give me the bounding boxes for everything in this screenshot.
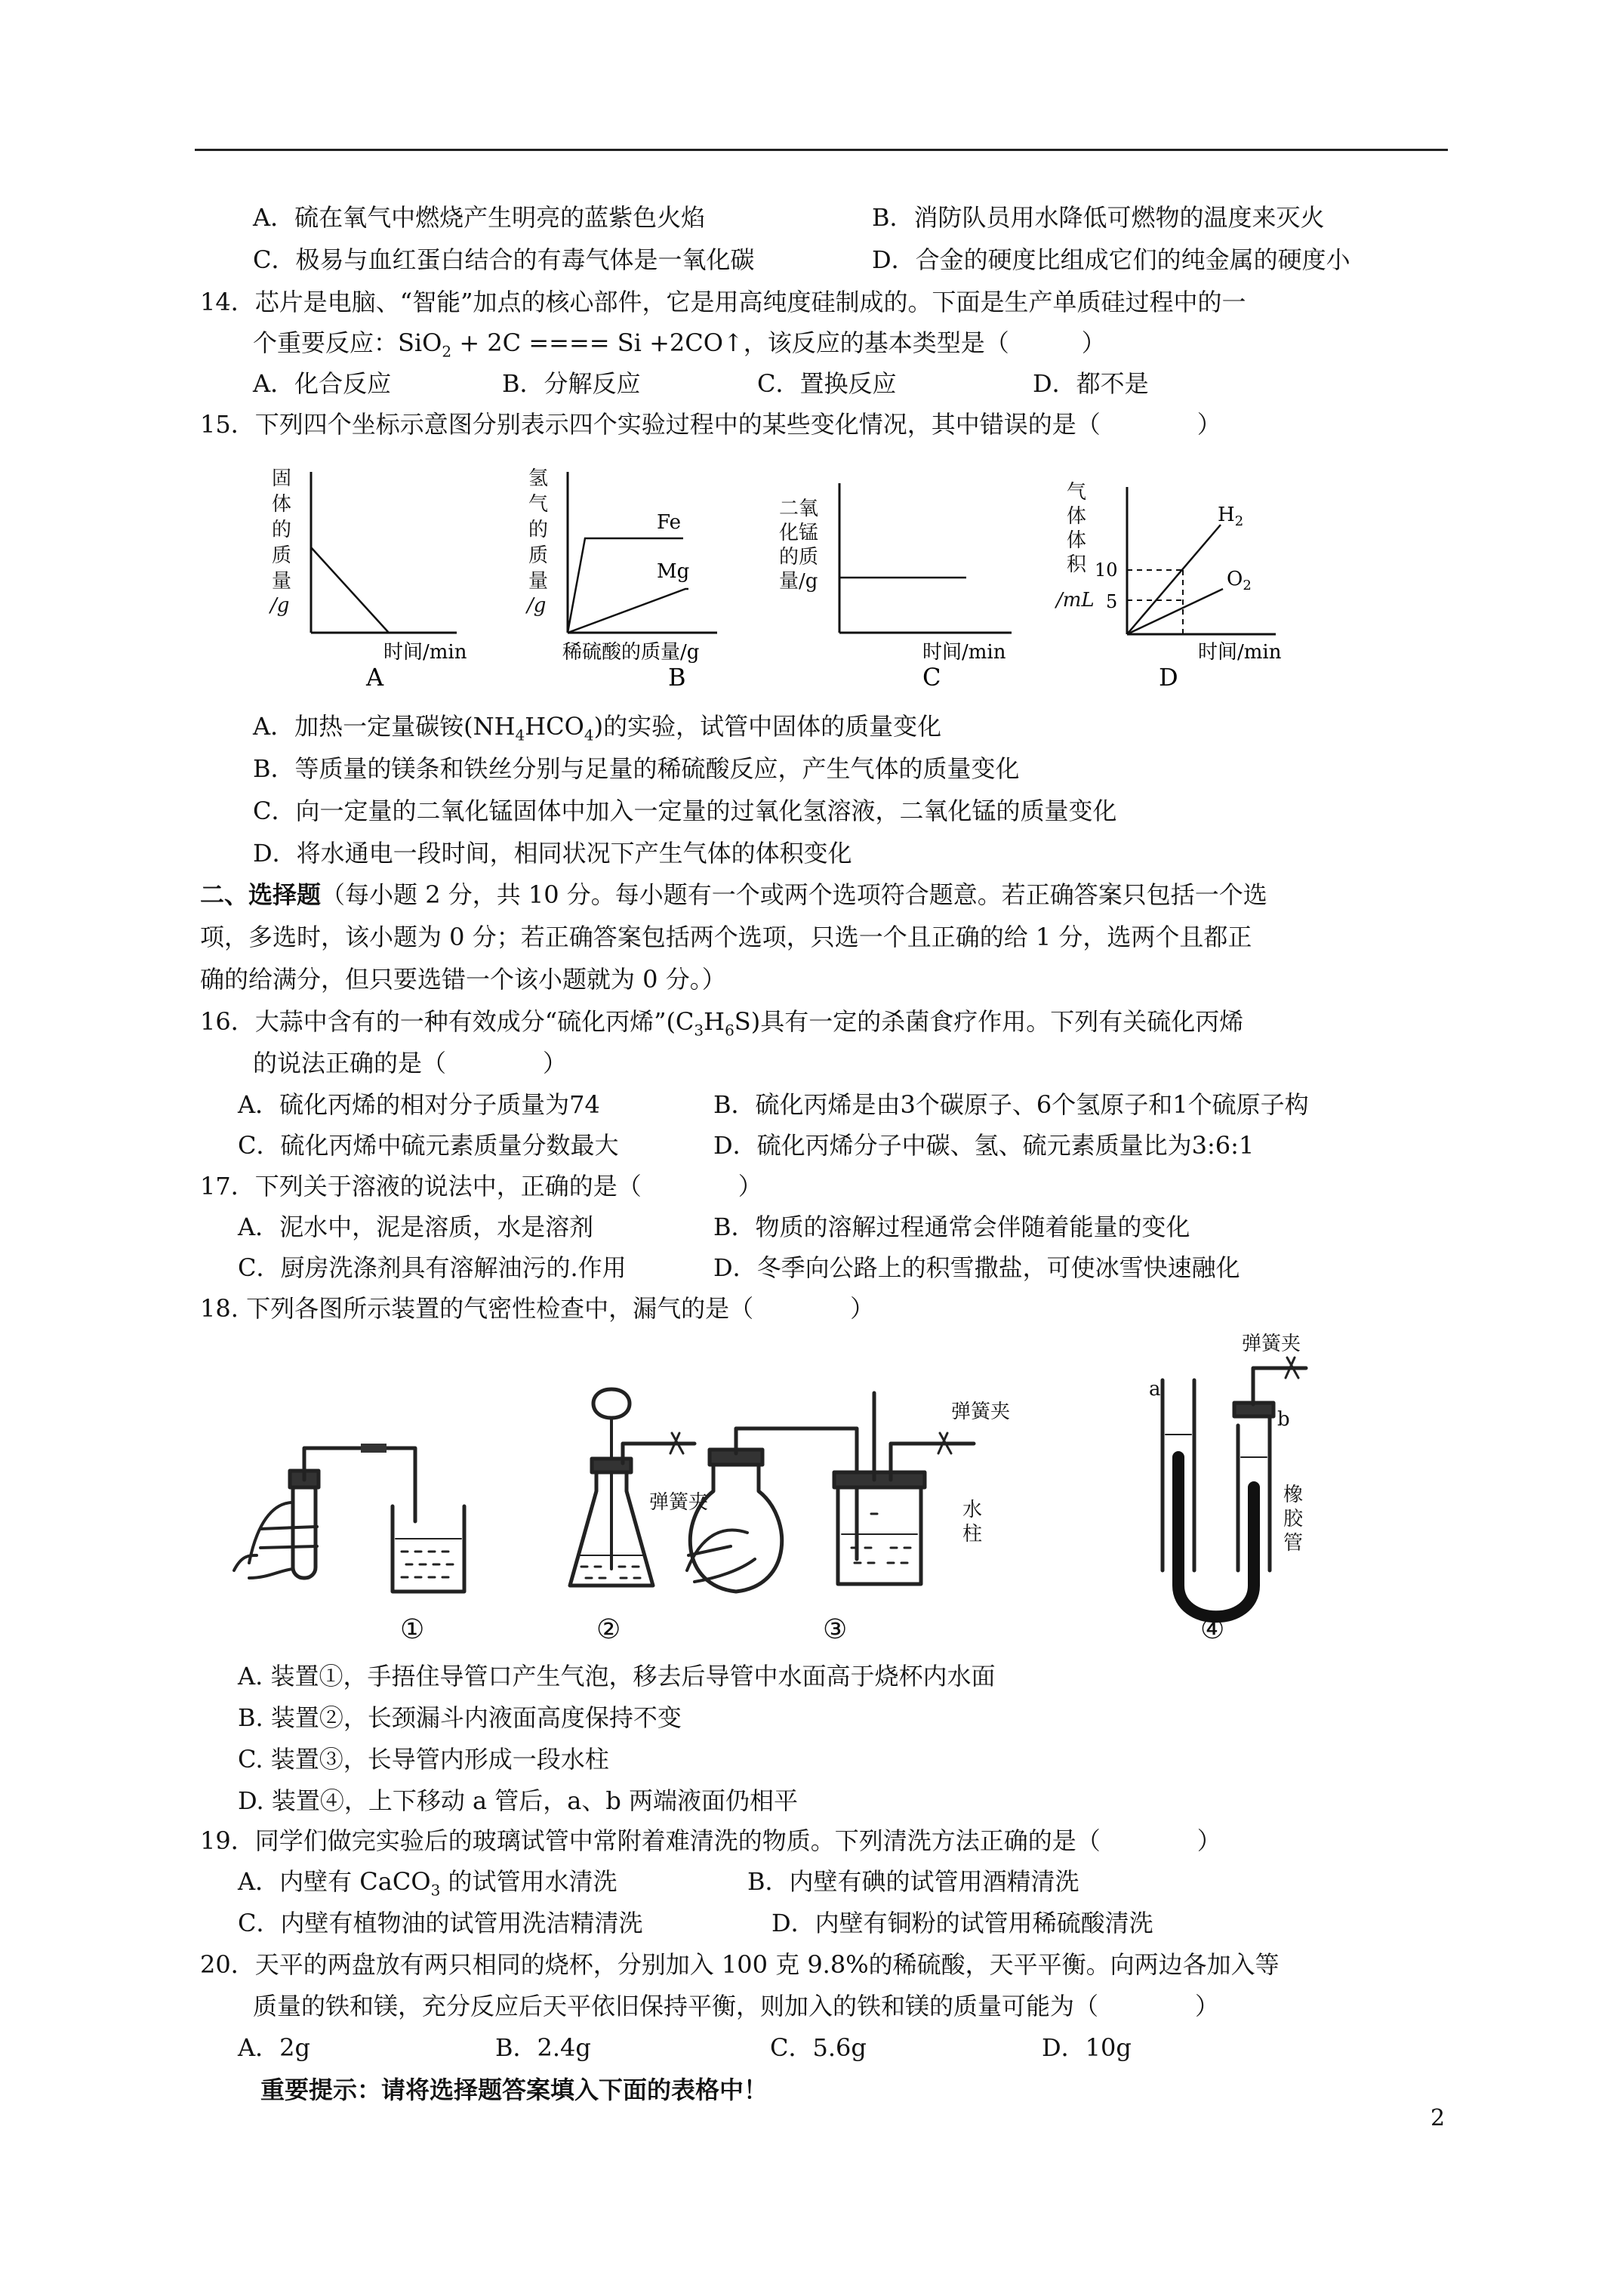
ylabel-char: 量/g: [779, 570, 818, 593]
q18-apparatus-figure: [226, 1329, 1321, 1646]
ylabel-char: 体: [1067, 529, 1087, 552]
q17-option-b: B．物质的溶解过程通常会伴随着能量的变化: [713, 1213, 1190, 1241]
apparatus-4-tube-a-label: a: [1149, 1378, 1161, 1401]
q20-stem-line2: 质量的铁和镁，充分反应后天平依旧保持平衡，则加入的铁和镁的质量可能为（ ）: [253, 1992, 1220, 2020]
ylabel-char: /mL: [1056, 589, 1095, 612]
q14-option-a: A．化合反应: [253, 369, 392, 398]
q15-graph-b: [513, 461, 740, 698]
apparatus-2-number: ②: [596, 1614, 621, 1645]
q16-stem-line2: 的说法正确的是（ ）: [253, 1049, 568, 1077]
q16-stem-line1: 16．大蒜中含有的一种有效成分“硫化丙烯$”(C_3H_6S)$具有一定的杀菌食疗作用。下列有关硫化丙烯: [200, 1007, 1244, 1040]
section2-title: 二、选择题: [200, 880, 322, 909]
ylabel-char: 氢: [528, 467, 549, 490]
q20-stem-line1: 20．天平的两盘放有两只相同的烧杯，分别加入 100 克 9.8%的稀硫酸，天平平衡。向两边各加入等: [200, 1950, 1280, 1979]
q17-option-a: A．泥水中，泥是溶质，水是溶剂: [238, 1213, 594, 1241]
graph-d-xlabel: 时间/min: [1198, 641, 1282, 664]
apparatus-4-clip-label: 弹簧夹: [1242, 1333, 1301, 1355]
q19-option-b: B．内壁有碘的试管用酒精清洗: [747, 1867, 1079, 1896]
header-rule: [195, 149, 1448, 151]
ylabel-char: 气: [528, 493, 549, 516]
q18-stem: 18. 下列各图所示装置的气密性检查中，漏气的是（ ）: [200, 1294, 875, 1323]
q15-option-d: D．将水通电一段时间，相同状况下产生气体的体积变化: [253, 839, 852, 868]
q15-option-a: A．加热一定量碳铵$(NH_4HCO_4)$的实验，试管中固体的质量变化: [253, 712, 942, 744]
q18-option-c: C. 装置③，长导管内形成一段水柱: [238, 1745, 609, 1774]
graph-d-tick-10: 10: [1095, 559, 1118, 581]
ylabel-char: 质: [272, 544, 292, 567]
apparatus-3: [687, 1393, 974, 1592]
ylabel-char: 体: [1067, 505, 1087, 528]
q17-option-d: D．冬季向公路上的积雪撒盐，可使冰雪快速融化: [713, 1253, 1240, 1282]
q13-option-c: C．极易与血红蛋白结合的有毒气体是一氧化碳: [253, 245, 755, 274]
q20-option-b: B．2.4g: [495, 2033, 591, 2062]
apparatus-1-number: ①: [400, 1614, 425, 1645]
q20-option-d: D．10g: [1042, 2033, 1132, 2062]
q14-option-b: B．分解反应: [502, 369, 641, 398]
q17-option-c: C．厨房洗涤剂具有溶解油污的.作用: [238, 1253, 627, 1282]
apparatus-4-tube-b-label: b: [1277, 1408, 1290, 1431]
graph-a-xlabel: 时间/min: [383, 641, 467, 664]
q15-graph-a: [257, 461, 468, 698]
graph-b-mg-line: [568, 589, 688, 633]
answer-notice: 重要提示：请将选择题答案填入下面的表格中！: [260, 2076, 768, 2104]
graph-d-h2-line: [1127, 525, 1221, 634]
ylabel-char: 量: [272, 570, 292, 593]
ylabel-char: 化锰: [779, 522, 819, 544]
q15-stem: 15．下列四个坐标示意图分别表示四个实验过程中的某些变化情况，其中错误的是（ ）: [200, 410, 1221, 439]
graph-b-tag: B: [668, 663, 686, 692]
ylabel-char: /g: [270, 594, 290, 617]
graph-d-o2-label: $O_2$: [1227, 568, 1252, 593]
q16-option-b: B．硫化丙烯是由3个碳原子、6个氢原子和1个硫原子构: [713, 1090, 1309, 1119]
q16-option-c: C．硫化丙烯中硫元素质量分数最大: [238, 1131, 619, 1160]
q13-option-b: B．消防队员用水降低可燃物的温度来灭火: [872, 203, 1325, 232]
ylabel-char: 气: [1067, 481, 1087, 504]
q18-option-a: A. 装置①，手捂住导管口产生气泡，移去后导管中水面高于烧杯内水面: [238, 1662, 996, 1690]
graph-b-mg-label: Mg: [657, 560, 690, 583]
q16-option-d: D．硫化丙烯分子中碳、氢、硫元素质量比为3:6:1: [713, 1131, 1255, 1160]
q15-graph-c: [778, 461, 1027, 698]
q19-option-d: D．内壁有铜粉的试管用稀硫酸清洗: [771, 1909, 1153, 1937]
apparatus-4-rubber-label-3: 管: [1283, 1532, 1304, 1555]
page-number: 2: [1431, 2105, 1446, 2131]
ylabel-char: 质: [528, 544, 549, 567]
section2-line3: 确的给满分，但只要选错一个该小题就为 0 分。）: [200, 965, 726, 994]
section2-line1: 二、选择题（每小题 2 分，共 10 分。每小题有一个或两个选项符合题意。若正确答案只包括一个选: [200, 880, 1267, 909]
q14-option-d: D．都不是: [1033, 369, 1149, 398]
graph-d-tag: D: [1159, 663, 1178, 692]
graph-c-tag: C: [922, 663, 941, 692]
q13-option-d: D．合金的硬度比组成它们的纯金属的硬度小: [872, 245, 1350, 274]
q18-option-b: B. 装置②，长颈漏斗内液面高度保持不变: [238, 1703, 682, 1732]
ylabel-char: /g: [527, 594, 547, 617]
q16-option-a: A．硫化丙烯的相对分子质量为74: [238, 1090, 600, 1119]
section2-line2: 项，多选时，该小题为 0 分；若正确答案包括两个选项，只选一个且正确的给 1 分，选两个且都正: [200, 923, 1252, 951]
apparatus-4-rubber-label-1: 橡: [1283, 1484, 1304, 1506]
graph-d-o2-line: [1127, 589, 1223, 634]
ylabel-char: 二氧: [779, 498, 819, 520]
apparatus-4-rubber-label-2: 胶: [1283, 1508, 1304, 1530]
apparatus-3-clip-label: 弹簧夹: [951, 1401, 1011, 1423]
graph-d-h2-label: $H_2$: [1218, 504, 1244, 529]
q20-option-a: A．2g: [238, 2033, 310, 2062]
ylabel-char: 的质: [779, 546, 819, 569]
q18-option-d: D. 装置④，上下移动 a 管后，a、b 两端液面仍相平: [238, 1786, 799, 1815]
graph-d-tick-5: 5: [1106, 591, 1118, 612]
apparatus-4-number: ④: [1200, 1614, 1225, 1645]
graph-a-line: [311, 547, 389, 633]
graph-b-xlabel: 稀硫酸的质量/g: [562, 641, 700, 664]
q19-stem: 19．同学们做完实验后的玻璃试管中常附着难清洗的物质。下列清洗方法正确的是（ ）: [200, 1826, 1221, 1855]
apparatus-2: [570, 1389, 694, 1586]
apparatus-3-water-label-1: 水: [962, 1499, 983, 1521]
ylabel-char: 积: [1067, 553, 1087, 576]
apparatus-3-water-label-2: 柱: [962, 1523, 983, 1546]
q15-option-c: C．向一定量的二氧化锰固体中加入一定量的过氧化氢溶液，二氧化锰的质量变化: [253, 797, 1117, 825]
q20-option-c: C．5.6g: [770, 2033, 867, 2062]
q14-option-c: C．置换反应: [757, 369, 897, 398]
graph-c-xlabel: 时间/min: [922, 641, 1006, 664]
apparatus-3-number: ③: [823, 1614, 848, 1645]
apparatus-1: [234, 1444, 464, 1592]
ylabel-char: 的: [528, 519, 549, 541]
ylabel-char: 量: [528, 570, 549, 593]
q14-stem-line2: 个重要反应：SiO$_2$ + 2C ==== Si +2CO↑，该反应的基本类型是（ ）: [253, 328, 1106, 361]
ylabel-char: 的: [272, 519, 292, 541]
q19-option-a: A．内壁有 CaCO$_3$ 的试管用水清洗: [238, 1867, 617, 1900]
q13-option-a: A．硫在氧气中燃烧产生明亮的蓝紫色火焰: [253, 203, 706, 232]
q19-option-c: C．内壁有植物油的试管用洗洁精清洗: [238, 1909, 643, 1937]
graph-a-tag: A: [366, 663, 384, 692]
graph-b-fe-label: Fe: [657, 511, 682, 534]
ylabel-char: 体: [272, 493, 292, 516]
ylabel-char: 固: [272, 467, 292, 490]
q17-stem: 17．下列关于溶液的说法中，正确的是（ ）: [200, 1172, 762, 1200]
graph-b-fe-line: [568, 538, 683, 633]
q14-stem-line1: 14．芯片是电脑、“智能”加点的核心部件，它是用高纯度硅制成的。下面是生产单质硅过程中的一: [200, 288, 1246, 316]
q15-option-b: B．等质量的镁条和铁丝分别与足量的稀硫酸反应，产生气体的质量变化: [253, 754, 1020, 783]
apparatus-2-clip-label: 弹簧夹: [649, 1491, 709, 1514]
q15-graph-d: [1053, 464, 1302, 698]
